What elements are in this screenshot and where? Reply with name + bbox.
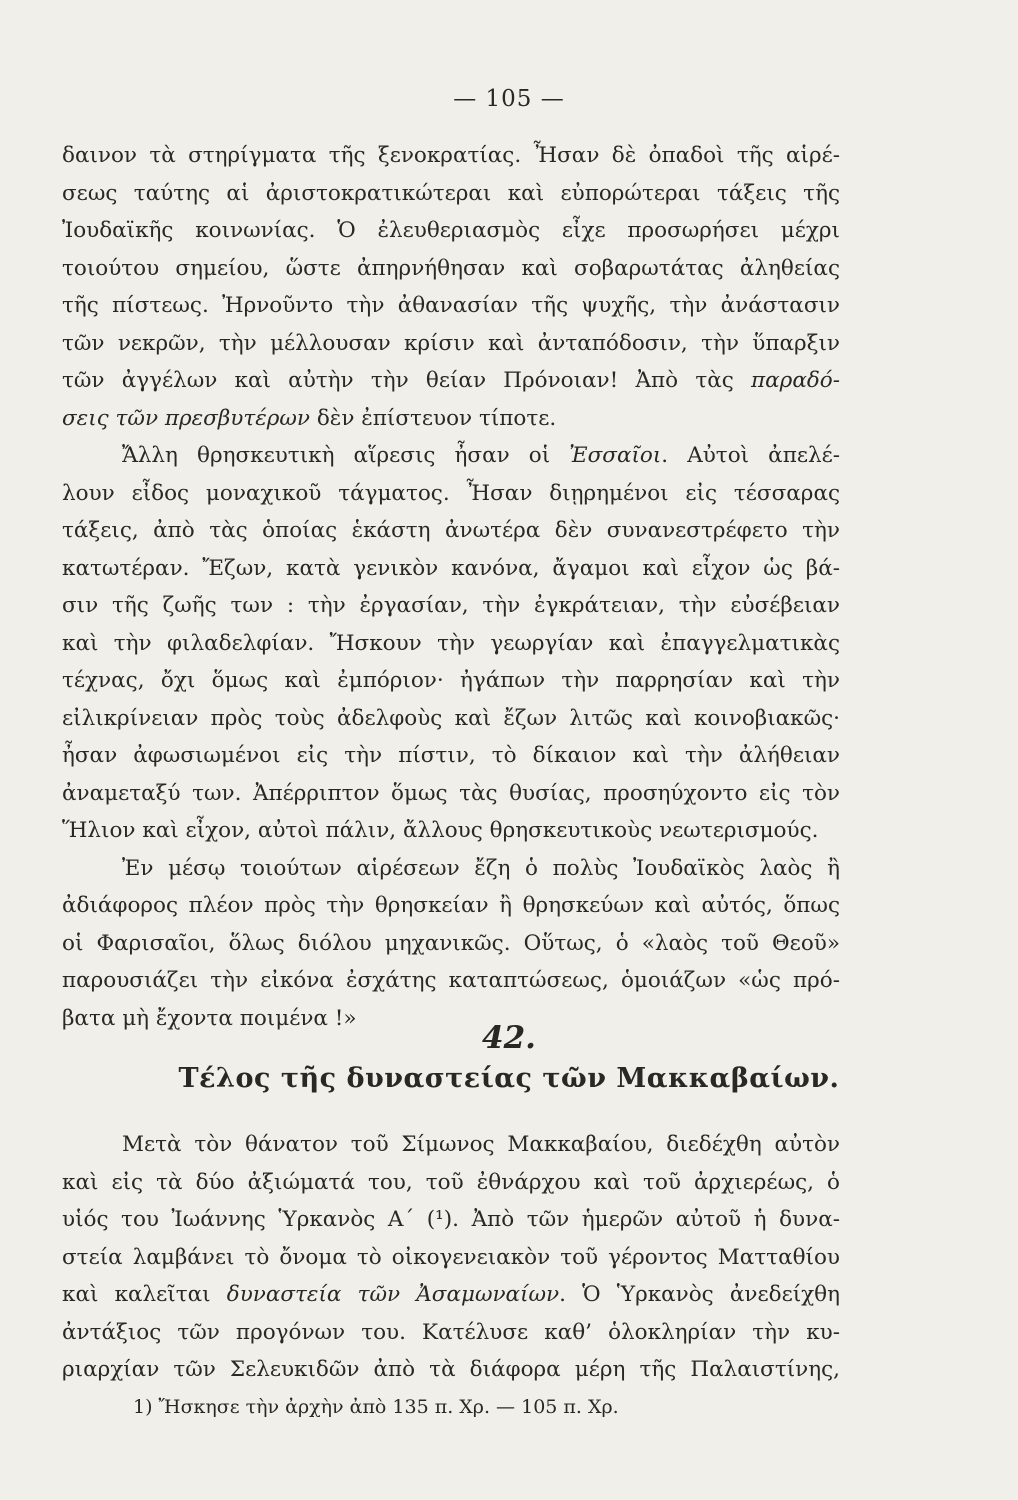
page-number: — 105 — xyxy=(453,86,565,112)
body-text-block xyxy=(62,1126,840,1389)
text-line xyxy=(62,1276,840,1314)
italic-text: σεις τῶν πρεσβυτέρων xyxy=(62,405,311,431)
text-run: Ἐν μέσῳ τοιούτων αἱρέσεων ἔζη ὁ πολὺς Ἰουδαϊκὸς λαὸς ἢ xyxy=(122,855,840,881)
text-line xyxy=(62,775,840,813)
chapter-number: 42. xyxy=(482,1020,536,1056)
text-line xyxy=(62,1351,840,1389)
text-line xyxy=(62,437,840,475)
text-line xyxy=(62,1314,840,1352)
text-line xyxy=(62,287,840,325)
text-line xyxy=(62,925,840,963)
text-line xyxy=(62,137,840,175)
text-run: Ἄλλη θρησκευτικὴ αἵρεσις ἦσαν οἱ xyxy=(122,443,570,468)
text-run: Ἰουδαϊκῆς κοινωνίας. Ὁ ἐλευθεριασμὸς εἶχε προσωρήσει μέχρι xyxy=(62,218,840,243)
text-run: οἱ Φαρισαῖοι, ὅλως διόλου μηχανικῶς. Οὕτως, ὁ «λαὸς τοῦ Θεοῦ» xyxy=(62,930,840,956)
text-run: ἀδιάφορος πλέον πρὸς τὴν θρησκείαν ἢ θρησκεύων καὶ αὐτός, ὅπως xyxy=(62,893,840,918)
text-run: τοιούτου σημείου, ὥστε ἀπηρνήθησαν καὶ σοβαρωτάτας ἀληθείας xyxy=(62,255,840,281)
text-run: εἰλικρίνειαν πρὸς τοὺς ἀδελφοὺς καὶ ἔζων λιτῶς καὶ κοινοβιακῶς· xyxy=(62,705,840,731)
italic-text: Ἐσσαῖοι xyxy=(569,443,662,468)
text-run: Ἥλιον καὶ εἶχον, αὐτοὶ πάλιν, ἄλλους θρησκευτικοὺς νεωτερισμούς. xyxy=(62,818,819,843)
text-line xyxy=(62,475,840,513)
text-run: . Αὐτοὶ ἀπελέ- xyxy=(661,443,840,468)
text-run: λουν εἶδος μοναχικοῦ τάγματος. Ἦσαν διῃρημένοι εἰς τέσσαρας xyxy=(62,480,840,506)
text-run: τῶν νεκρῶν, τὴν μέλλουσαν κρίσιν καὶ ἀνταπόδοσιν, τὴν ὕπαρξιν xyxy=(62,330,840,356)
text-run: σιν τῆς ζωῆς των : τὴν ἐργασίαν, τὴν ἐγκράτειαν, τὴν εὐσέβειαν xyxy=(62,593,840,618)
text-line xyxy=(62,1164,840,1202)
italic-text: δυναστεία τῶν Ἀσαμωναίων xyxy=(226,1282,560,1307)
text-line xyxy=(62,1239,840,1277)
body-text-block xyxy=(62,137,840,1037)
text-run: στεία λαμβάνει τὸ ὄνομα τὸ οἰκογενειακὸν τοῦ γέροντος Ματταθίου xyxy=(62,1244,840,1270)
text-run: ἀντάξιος τῶν προγόνων του. Κατέλυσε καθ’ ὁλοκληρίαν τὴν κυ- xyxy=(62,1319,840,1345)
text-line xyxy=(62,700,840,738)
text-line xyxy=(62,212,840,250)
text-run: καὶ καλεῖται xyxy=(62,1282,227,1307)
italic-text: παραδό- xyxy=(751,368,840,393)
chapter-title: Τέλος τῆς δυναστείας τῶν Μακκαβαίων. xyxy=(178,1063,840,1094)
text-run: καὶ εἰς τὰ δύο ἀξιώματά του, τοῦ ἐθνάρχου καὶ τοῦ ἀρχιερέως, ὁ xyxy=(62,1169,840,1195)
text-line xyxy=(62,812,840,850)
text-run: σεως ταύτης αἱ ἀριστοκρατικώτεραι καὶ εὐπορώτεραι τάξεις τῆς xyxy=(62,180,840,206)
text-run: ἦσαν ἀφωσιωμένοι εἰς τὴν πίστιν, τὸ δίκαιον καὶ τὴν ἀλήθειαν xyxy=(62,743,840,768)
text-run: βατα μὴ ἔχοντα ποιμένα !» xyxy=(62,1005,357,1031)
text-line xyxy=(62,362,840,400)
text-line xyxy=(62,850,840,888)
text-run: καὶ τὴν φιλαδελφίαν. Ἤσκουν τὴν γεωργίαν καὶ ἐπαγγελματικὰς xyxy=(62,630,840,656)
text-run: . Ὁ Ὑρκανὸς ἀνεδείχθη xyxy=(559,1282,840,1307)
text-line xyxy=(62,512,840,550)
text-line xyxy=(62,737,840,775)
text-run: ριαρχίαν τῶν Σελευκιδῶν ἀπὸ τὰ διάφορα μέρη τῆς Παλαιστίνης, xyxy=(62,1357,840,1382)
text-run: τῶν ἀγγέλων καὶ αὐτὴν τὴν θείαν Πρόνοιαν! Ἀπὸ τὰς xyxy=(62,368,752,393)
text-run: τάξεις, ἀπὸ τὰς ὁποίας ἑκάστη ἀνωτέρα δὲν συνανεστρέφετο τὴν xyxy=(62,518,840,543)
text-run: ἀναμεταξύ των. Ἀπέρριπτον ὅμως τὰς θυσίας, προσηύχοντο εἰς τὸν xyxy=(62,780,840,806)
text-line xyxy=(62,175,840,213)
text-line xyxy=(62,250,840,288)
text-line xyxy=(62,662,840,700)
text-line xyxy=(62,962,840,1000)
text-line xyxy=(62,625,840,663)
text-line xyxy=(62,1126,840,1164)
text-line xyxy=(62,587,840,625)
text-line xyxy=(62,1201,840,1239)
text-run: τῆς πίστεως. Ἠρνοῦντο τὴν ἀθανασίαν τῆς ψυχῆς, τὴν ἀνάστασιν xyxy=(62,293,840,318)
text-run: Μετὰ τὸν θάνατον τοῦ Σίμωνος Μακκαβαίου, διεδέχθη αὐτὸν xyxy=(122,1132,840,1157)
footnote: 1) Ἤσκησε τὴν ἀρχὴν ἀπὸ 135 π. Χρ. — 105 π. Χρ. xyxy=(133,1396,619,1418)
text-line xyxy=(62,887,840,925)
text-line xyxy=(62,325,840,363)
text-run: παρουσιάζει τὴν εἰκόνα ἐσχάτης καταπτώσεως, ὁμοιάζων «ὡς πρό- xyxy=(62,968,840,993)
text-run: τέχνας, ὄχι ὅμως καὶ ἐμπόριον· ἠγάπων τὴν παρρησίαν καὶ τὴν xyxy=(62,668,840,693)
text-line xyxy=(62,400,840,438)
text-run: δὲν ἐπίστευον τίποτε. xyxy=(310,405,557,431)
text-run: δαινον τὰ στηρίγματα τῆς ξενοκρατίας. Ἦσαν δὲ ὀπαδοὶ τῆς αἱρέ- xyxy=(62,143,840,168)
text-run: υἱός του Ἰωάννης Ὑρκανὸς Α΄ (¹). Ἀπὸ τῶν ἡμερῶν αὐτοῦ ἡ δυνα- xyxy=(62,1207,840,1232)
text-line xyxy=(62,550,840,588)
text-run: κατωτέραν. Ἔζων, κατὰ γενικὸν κανόνα, ἄγαμοι καὶ εἶχον ὡς βά- xyxy=(62,555,840,581)
